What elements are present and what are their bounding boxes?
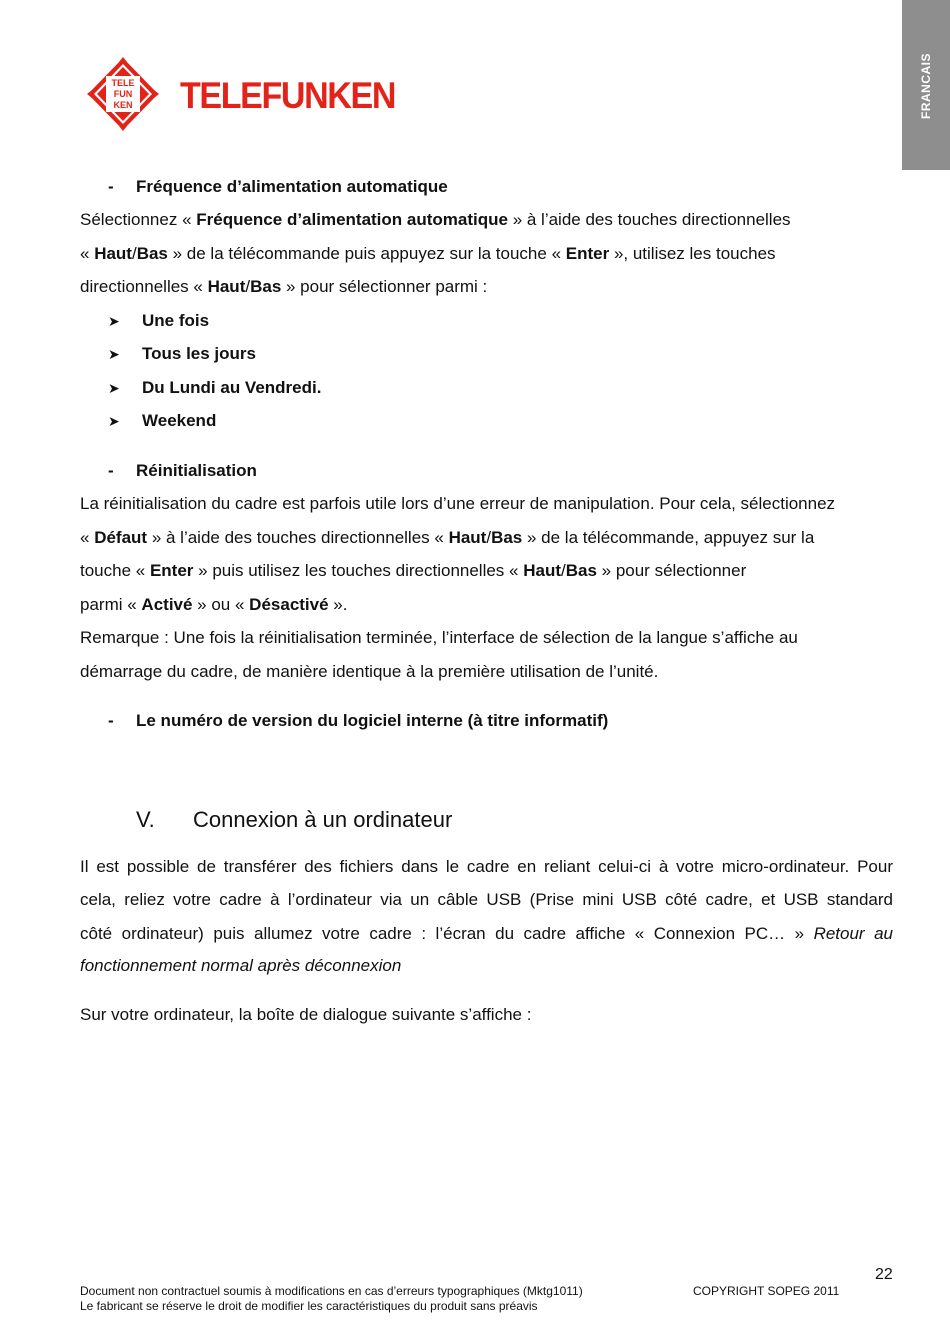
arrow-bullet-icon: ➤ [108, 380, 120, 396]
footer-copyright: COPYRIGHT SOPEG 2011 [693, 1284, 840, 1298]
connection-paragraph-line-2: cela, reliez votre cadre à l’ordinateur via un câble USB (Prise mini USB côté cadre, et USB standard [80, 890, 893, 909]
frequency-option: ➤ Weekend [108, 411, 217, 430]
footer-line-1: Document non contractuel soumis à modifications en cas d’erreurs typographiques (Mktg1011) [80, 1284, 583, 1298]
reset-paragraph-line-3: touche « Enter » puis utilisez les touches directionnelles « Haut/Bas » pour sélectionner [80, 561, 747, 580]
section-title: V. Connexion à un ordinateur [136, 807, 453, 832]
reset-paragraph-line-1: La réinitialisation du cadre est parfois utile lors d’une erreur de manipulation. Pour cela, sélectionnez [80, 494, 836, 513]
frequency-option: ➤ Du Lundi au Vendredi. [108, 378, 322, 397]
footer-disclaimer [80, 1284, 583, 1314]
reset-note-line-1: Remarque : Une fois la réinitialisation terminée, l’interface de sélection de la langue s’affiche au [80, 628, 798, 647]
connection-paragraph-line-3: côté ordinateur) puis allumez votre cadre : l’écran du cadre affiche « Connexion PC… » Retour au [80, 924, 893, 943]
dialog-intro-text: Sur votre ordinateur, la boîte de dialogue suivante s’affiche : [80, 1005, 532, 1024]
emblem-line-1: TELE [111, 78, 135, 88]
firmware-version-heading: - Le numéro de version du logiciel interne (à titre informatif) [108, 711, 609, 730]
language-side-tab [902, 0, 950, 170]
connection-paragraph-line-1: Il est possible de transférer des fichiers dans le cadre en reliant celui-ci à votre micro-ordinateur. Pour [80, 857, 893, 876]
emblem-line-2: FUN [113, 89, 133, 99]
language-tab-label: FRANCAIS [919, 53, 933, 119]
page-number: 22 [875, 1266, 893, 1283]
reset-heading: - Réinitialisation [108, 461, 257, 480]
telefunken-emblem-logo [86, 56, 160, 132]
frequency-paragraph-line-2: « Haut/Bas » de la télécommande puis appuyez sur la touche « Enter », utilisez les touches [80, 244, 776, 263]
arrow-bullet-icon: ➤ [108, 413, 120, 429]
frequency-option: ➤ Une fois [108, 311, 210, 330]
reset-paragraph-line-4: parmi « Activé » ou « Désactivé ». [80, 595, 348, 614]
arrow-bullet-icon: ➤ [108, 346, 120, 362]
telefunken-wordmark: TELEFUNKEN [180, 75, 396, 116]
emblem-line-3: KEN [113, 100, 133, 110]
frequency-paragraph-line-1: Sélectionnez « Fréquence d’alimentation automatique » à l’aide des touches directionnelles [80, 210, 791, 229]
connection-paragraph-line-4: fonctionnement normal après déconnexion [80, 956, 402, 975]
reset-note-line-2: démarrage du cadre, de manière identique à la première utilisation de l’unité. [80, 662, 659, 681]
reset-paragraph-line-2: « Défaut » à l’aide des touches directionnelles « Haut/Bas » de la télécommande, appuyez sur la [80, 528, 815, 547]
frequency-option: ➤ Tous les jours [108, 344, 256, 363]
frequency-paragraph-line-3: directionnelles « Haut/Bas » pour sélectionner parmi : [80, 277, 488, 296]
arrow-bullet-icon: ➤ [108, 313, 120, 329]
footer-line-2: Le fabricant se réserve le droit de modifier les caractéristiques du produit sans préavis [80, 1299, 538, 1313]
frequency-heading: - Fréquence d’alimentation automatique [108, 177, 448, 196]
